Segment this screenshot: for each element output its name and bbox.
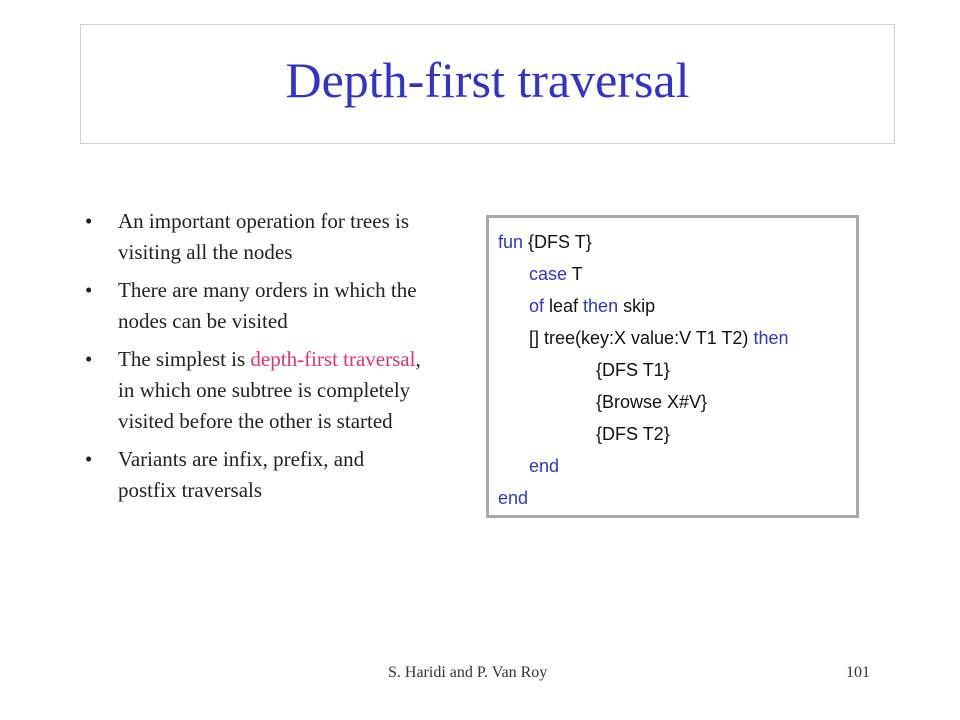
code-line (498, 354, 856, 386)
bullet-text: An important operation for trees is visiting all the nodes (118, 209, 410, 264)
code-line (498, 322, 856, 354)
bullet-highlight: depth-first traversal (250, 347, 416, 371)
code-text: [] tree(key:X value:V T1 T2) (529, 328, 754, 348)
code-text: {Browse X#V} (596, 392, 708, 412)
bullet-item (85, 275, 425, 337)
page-number: 101 (846, 664, 870, 681)
bullet-text: Variants are infix, prefix, and postfix traversals (118, 447, 365, 502)
code-keyword: end (529, 456, 560, 476)
code-text: {DFS T1} (596, 360, 670, 380)
code-line (498, 450, 856, 482)
code-keyword: of (529, 296, 545, 316)
bullet-text-pre: The simplest is (118, 347, 251, 371)
title-frame (80, 24, 895, 144)
bullet-marker: • (85, 278, 93, 302)
code-line (498, 258, 856, 290)
code-keyword: fun (498, 232, 524, 252)
code-keyword: case (529, 264, 568, 284)
code-line (498, 290, 856, 322)
code-text: skip (618, 296, 656, 316)
bullet-item (85, 444, 425, 506)
bullet-text-post: , in which one subtree is completely visited before the other is started (118, 347, 421, 433)
bullet-text: There are many orders in which the nodes can be visited (118, 278, 417, 333)
code-line (498, 482, 856, 514)
bullet-marker: • (85, 209, 93, 233)
code-keyword: then (753, 328, 789, 348)
code-line (498, 226, 856, 258)
code-line (498, 418, 856, 450)
footer-author: S. Haridi and P. Van Roy (388, 664, 548, 681)
bullet-item (85, 344, 425, 437)
code-text: leaf (544, 296, 584, 316)
bullet-marker: • (85, 347, 93, 371)
code-text: {DFS T2} (596, 424, 670, 444)
code-text: {DFS T} (523, 232, 592, 252)
bullet-marker: • (85, 447, 93, 471)
code-text: T (567, 264, 583, 284)
bullet-item (85, 206, 425, 268)
slide-title: Depth-first traversal (285, 52, 690, 108)
code-keyword: end (498, 488, 529, 508)
code-block (486, 215, 859, 518)
bullet-list (85, 206, 425, 513)
code-keyword: then (583, 296, 619, 316)
code-line (498, 386, 856, 418)
